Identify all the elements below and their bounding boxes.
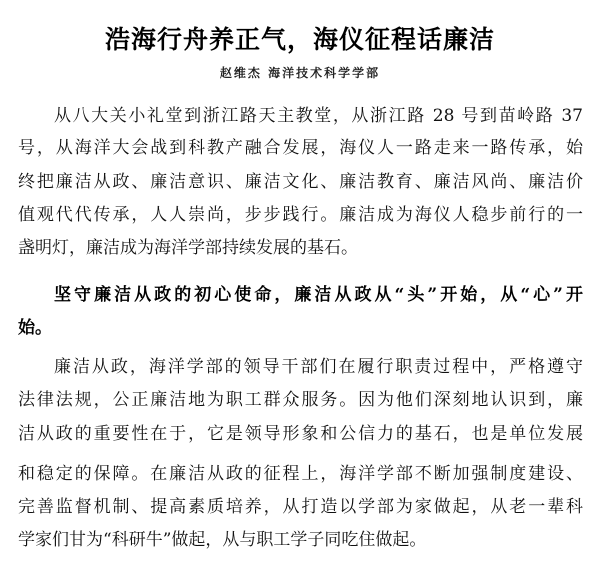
heading-line: 坚守廉洁从政的初心使命，廉洁从政从“头”开始，从“心”开 bbox=[54, 285, 583, 305]
paragraph-line: 法律法规，公正廉洁地为职工群众服务。因为他们深刻地认识到，廉 bbox=[18, 390, 583, 410]
paragraph-line: 盏明灯，廉洁成为海洋学部持续发展的基石。 bbox=[18, 238, 358, 258]
article-title: 浩海行舟养正气，海仪征程话廉洁 bbox=[104, 25, 495, 54]
heading-line: 始。 bbox=[18, 318, 52, 338]
paragraph-line: 洁从政的重要性在于，它是领导形象和公信力的基石，也是单位发展 bbox=[18, 424, 583, 444]
paragraph-line: 廉洁从政，海洋学部的领导干部们在履行职责过程中，严格遵守 bbox=[54, 357, 583, 377]
paragraph-line: 号，从海洋大会战到科教产融合发展，海仪人一路走来一路传承，始 bbox=[18, 138, 583, 158]
paragraph-line: 值观代代传承，人人崇尚，步步践行。廉洁成为海仪人稳步前行的一 bbox=[18, 205, 583, 225]
paragraph-line: 从八大关小礼堂到浙江路天主教堂，从浙江路 28 号到苗岭路 37 bbox=[54, 106, 583, 126]
article-byline: 赵维杰 海洋技术科学学部 bbox=[219, 66, 381, 80]
paragraph-line: 学家们甘为“科研牛”做起，从与职工学子同吃住做起。 bbox=[18, 530, 427, 550]
paragraph-line: 终把廉洁从政、廉洁意识、廉洁文化、廉洁教育、廉洁风尚、廉洁价 bbox=[18, 172, 583, 192]
paragraph-line: 和稳定的保障。在廉洁从政的征程上，海洋学部不断加强制度建设、 bbox=[18, 464, 583, 484]
paragraph-line: 完善监督机制、提高素质培养，从打造以学部为家做起，从老一辈科 bbox=[18, 497, 583, 517]
